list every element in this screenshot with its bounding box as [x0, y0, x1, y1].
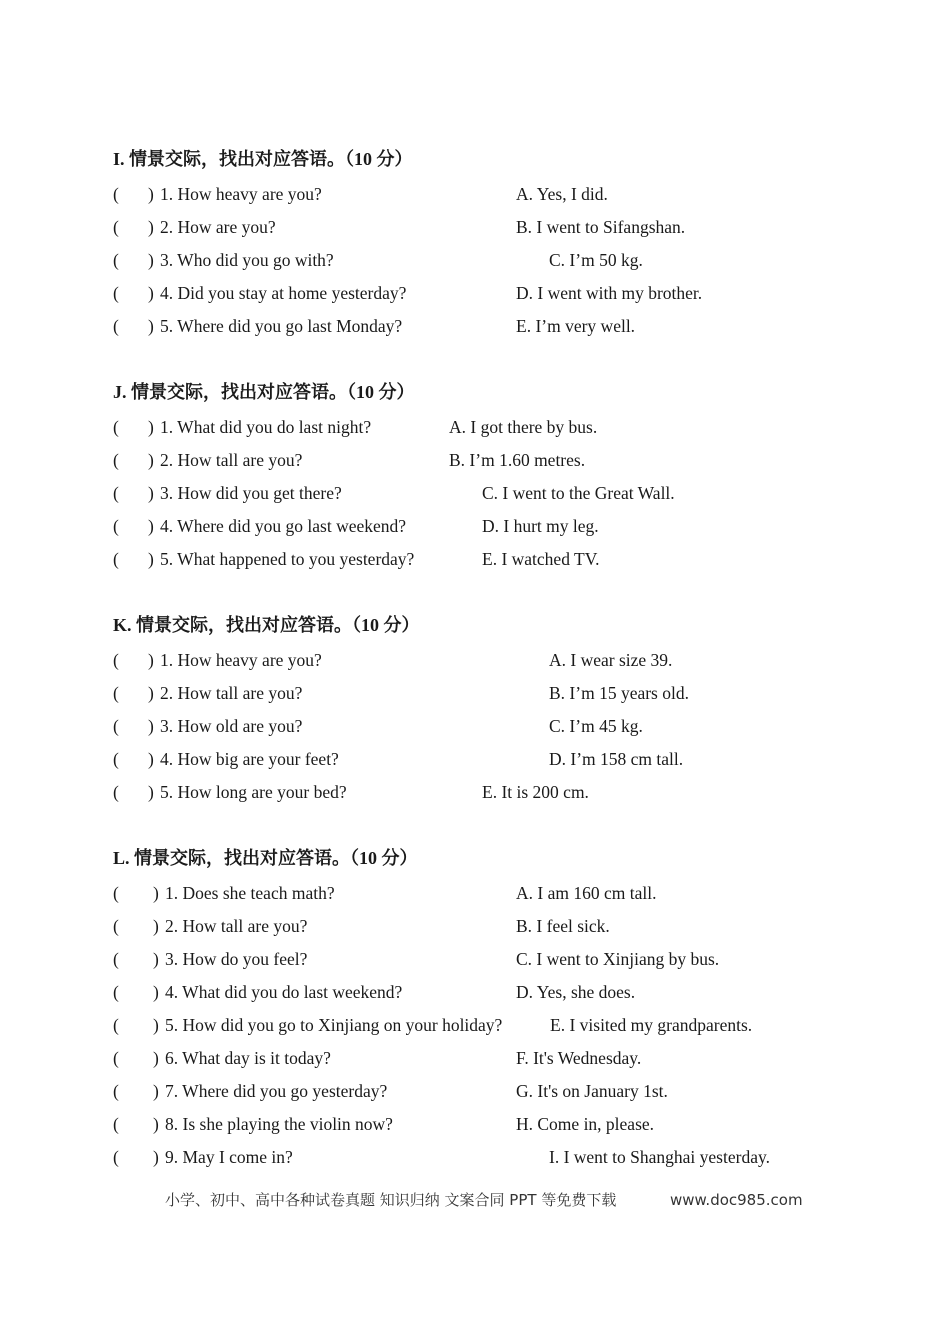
paren-close: ) [148, 749, 154, 769]
paren-open: ( [113, 1147, 119, 1167]
paren-close: ) [153, 1048, 159, 1068]
paren-close: ) [153, 916, 159, 936]
question-text: 1. How heavy are you? [160, 184, 322, 204]
paren-open: ( [113, 683, 119, 703]
paren-open: ( [113, 782, 119, 802]
question-text: 2. How are you? [160, 217, 276, 237]
answer-text: E. I’m very well. [516, 316, 636, 336]
question-row [113, 1047, 913, 1080]
answer-text: C. I went to the Great Wall. [482, 483, 675, 503]
paren-close: ) [153, 1081, 159, 1101]
paren-close: ) [148, 250, 154, 270]
question-row [113, 515, 913, 548]
question-row [113, 748, 913, 781]
question-row [113, 715, 913, 748]
question-row [113, 315, 913, 348]
paren-open: ( [113, 549, 119, 569]
question-text: 7. Where did you go yesterday? [165, 1081, 388, 1101]
paren-open: ( [113, 1048, 119, 1068]
answer-text: A. I wear size 39. [549, 650, 673, 670]
answer-text: C. I went to Xinjiang by bus. [516, 949, 720, 969]
question-text: 3. How did you get there? [160, 483, 342, 503]
paren-open: ( [113, 316, 119, 336]
question-text: 2. How tall are you? [160, 450, 303, 470]
question-text: 5. How did you go to Xinjiang on your holiday? [165, 1015, 503, 1035]
question-text: 5. How long are your bed? [160, 782, 347, 802]
question-row [113, 981, 913, 1014]
section-title-j: J. 情景交际，找出对应答语。（10 分） [113, 382, 415, 402]
section-title-i: I. 情景交际，找出对应答语。（10 分） [113, 149, 413, 169]
question-row [113, 1014, 913, 1047]
paren-open: ( [113, 883, 119, 903]
answer-text: I. I went to Shanghai yesterday. [549, 1147, 770, 1167]
paren-open: ( [113, 749, 119, 769]
question-text: 5. Where did you go last Monday? [160, 316, 403, 336]
question-text: 4. Where did you go last weekend? [160, 516, 407, 536]
answer-text: E. It is 200 cm. [482, 782, 589, 802]
paren-close: ) [153, 1015, 159, 1035]
paren-close: ) [148, 716, 154, 736]
question-text: 1. How heavy are you? [160, 650, 322, 670]
answer-text: C. I’m 50 kg. [549, 250, 643, 270]
paren-close: ) [148, 450, 154, 470]
paren-open: ( [113, 916, 119, 936]
question-text: 3. How old are you? [160, 716, 303, 736]
paren-open: ( [113, 1081, 119, 1101]
answer-text: A. I am 160 cm tall. [516, 883, 657, 903]
answer-text: A. Yes, I did. [516, 184, 608, 204]
paren-close: ) [148, 217, 154, 237]
paren-close: ) [153, 883, 159, 903]
question-row [113, 482, 913, 515]
paren-close: ) [153, 949, 159, 969]
question-row [113, 1080, 913, 1113]
question-text: 4. How big are your feet? [160, 749, 339, 769]
question-row [113, 249, 913, 282]
question-row [113, 649, 913, 682]
question-text: 1. Does she teach math? [165, 883, 335, 903]
question-row [113, 781, 913, 814]
question-text: 2. How tall are you? [165, 916, 308, 936]
paren-open: ( [113, 650, 119, 670]
question-text: 6. What day is it today? [165, 1048, 331, 1068]
question-row [113, 548, 913, 581]
paren-open: ( [113, 949, 119, 969]
paren-close: ) [148, 483, 154, 503]
question-row [113, 948, 913, 981]
question-text: 8. Is she playing the violin now? [165, 1114, 393, 1134]
question-text: 2. How tall are you? [160, 683, 303, 703]
paren-open: ( [113, 217, 119, 237]
answer-text: E. I visited my grandparents. [550, 1015, 753, 1035]
question-row [113, 282, 913, 315]
paren-open: ( [113, 483, 119, 503]
answer-text: D. Yes, she does. [516, 982, 636, 1002]
question-row [113, 416, 913, 449]
question-row [113, 216, 913, 249]
answer-text: B. I feel sick. [516, 916, 610, 936]
paren-close: ) [153, 982, 159, 1002]
answer-text: E. I watched TV. [482, 549, 600, 569]
paren-close: ) [153, 1114, 159, 1134]
question-text: 1. What did you do last night? [160, 417, 372, 437]
question-text: 4. What did you do last weekend? [165, 982, 403, 1002]
question-row [113, 183, 913, 216]
question-row [113, 915, 913, 948]
question-row [113, 449, 913, 482]
answer-text: H. Come in, please. [516, 1114, 655, 1134]
question-text: 4. Did you stay at home yesterday? [160, 283, 407, 303]
question-row [113, 1146, 913, 1179]
paren-close: ) [148, 184, 154, 204]
question-text: 5. What happened to you yesterday? [160, 549, 415, 569]
question-text: 3. Who did you go with? [160, 250, 334, 270]
footer-url: www.doc985.com [670, 1191, 803, 1209]
question-row [113, 882, 913, 915]
paren-open: ( [113, 716, 119, 736]
paren-close: ) [148, 683, 154, 703]
answer-text: G. It's on January 1st. [516, 1081, 668, 1101]
answer-text: D. I hurt my leg. [482, 516, 599, 536]
paren-open: ( [113, 450, 119, 470]
answer-text: B. I went to Sifangshan. [516, 217, 686, 237]
question-text: 9. May I come in? [165, 1147, 293, 1167]
answer-text: C. I’m 45 kg. [549, 716, 643, 736]
paren-open: ( [113, 184, 119, 204]
section-title-k: K. 情景交际，找出对应答语。（10 分） [113, 615, 420, 635]
footer-text: 小学、初中、高中各种试卷真题 知识归纳 文案合同 PPT 等免费下载 [165, 1191, 617, 1209]
answer-text: D. I went with my brother. [516, 283, 703, 303]
answer-text: A. I got there by bus. [449, 417, 598, 437]
paren-close: ) [148, 283, 154, 303]
paren-open: ( [113, 250, 119, 270]
question-text: 3. How do you feel? [165, 949, 308, 969]
question-row [113, 1113, 913, 1146]
answer-text: F. It's Wednesday. [516, 1048, 642, 1068]
paren-close: ) [148, 650, 154, 670]
section-title-l: L. 情景交际，找出对应答语。（10 分） [113, 848, 418, 868]
paren-close: ) [148, 782, 154, 802]
question-row [113, 682, 913, 715]
paren-open: ( [113, 982, 119, 1002]
answer-text: D. I’m 158 cm tall. [549, 749, 684, 769]
paren-close: ) [153, 1147, 159, 1167]
paren-close: ) [148, 316, 154, 336]
answer-text: B. I’m 15 years old. [549, 683, 689, 703]
paren-open: ( [113, 516, 119, 536]
paren-open: ( [113, 417, 119, 437]
paren-close: ) [148, 549, 154, 569]
paren-close: ) [148, 417, 154, 437]
paren-open: ( [113, 1015, 119, 1035]
paren-open: ( [113, 1114, 119, 1134]
paren-close: ) [148, 516, 154, 536]
paren-open: ( [113, 283, 119, 303]
answer-text: B. I’m 1.60 metres. [449, 450, 586, 470]
